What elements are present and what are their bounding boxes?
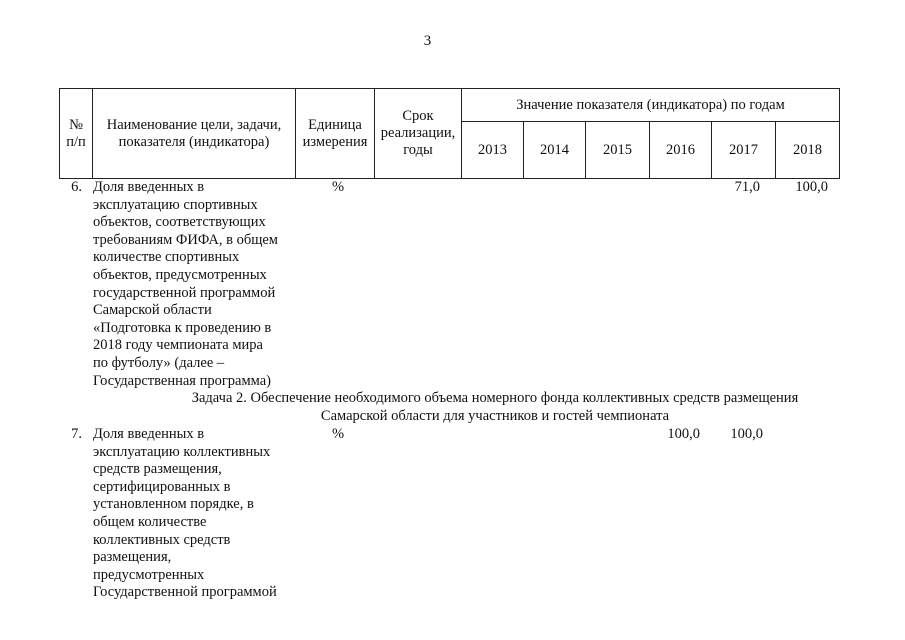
value-2016: 100,0 bbox=[667, 426, 700, 442]
row-indicator-name bbox=[93, 426, 303, 602]
header-year: 2015 bbox=[586, 122, 650, 179]
indicator-name-line: объектов, соответствующих bbox=[93, 214, 266, 231]
value-2017: 100,0 bbox=[730, 426, 763, 442]
header-name: Наименование цели, задачи, показателя (индикатора) bbox=[93, 89, 296, 179]
row-indicator-name bbox=[93, 179, 303, 390]
indicator-name-line: Доля введенных в bbox=[93, 426, 205, 442]
indicator-name-line: государственной программой bbox=[93, 284, 276, 301]
indicator-name-line: объектов, предусмотренных bbox=[93, 266, 267, 283]
page-number: 3 bbox=[423, 33, 432, 49]
indicator-name-line: Самарской области bbox=[93, 302, 212, 319]
indicator-name-line: 2018 году чемпионата мира bbox=[93, 337, 263, 354]
header-values-by-year: Значение показателя (индикатора) по годам bbox=[462, 89, 840, 122]
indicator-name-line: Доля введенных в bbox=[93, 179, 205, 195]
indicator-name-line: коллективных средств bbox=[93, 531, 231, 548]
header-number: № п/п bbox=[60, 89, 93, 179]
indicator-name-line: размещения, bbox=[93, 549, 172, 566]
row-number: 6. bbox=[71, 179, 82, 195]
indicator-name-line: средств размещения, bbox=[93, 461, 222, 478]
row-unit: % bbox=[331, 426, 345, 442]
indicator-name-line: эксплуатацию коллективных bbox=[93, 443, 271, 460]
indicator-table-header bbox=[59, 88, 840, 179]
row-unit: % bbox=[331, 179, 345, 195]
header-year: 2014 bbox=[524, 122, 586, 179]
header-year: 2016 bbox=[650, 122, 712, 179]
value-2017: 71,0 bbox=[734, 179, 760, 195]
indicator-name-line: эксплуатацию спортивных bbox=[93, 196, 258, 213]
indicator-name-line: Государственной программой bbox=[93, 584, 277, 601]
value-2018: 100,0 bbox=[795, 179, 828, 195]
header-year: 2013 bbox=[462, 122, 524, 179]
task-2-heading bbox=[100, 389, 890, 425]
indicator-name-line: количестве спортивных bbox=[93, 249, 240, 266]
indicator-name-line: установленном порядке, в bbox=[93, 496, 254, 513]
indicator-name-line: «Подготовка к проведению в bbox=[93, 319, 272, 336]
header-term: Срок реализации, годы bbox=[375, 89, 462, 179]
indicator-name-line: по футболу» (далее – bbox=[93, 354, 225, 371]
indicator-name-line: Государственная программа) bbox=[93, 372, 271, 389]
header-unit: Единица измерения bbox=[296, 89, 375, 179]
indicator-name-line: сертифицированных в bbox=[93, 478, 231, 495]
task-2-line: Самарской области для участников и гостей чемпионата bbox=[320, 408, 670, 424]
header-year: 2017 bbox=[712, 122, 776, 179]
indicator-name-line: предусмотренных bbox=[93, 566, 205, 583]
indicator-name-line: общем количестве bbox=[93, 513, 207, 530]
indicator-name-line: требованиям ФИФА, в общем bbox=[93, 231, 278, 248]
header-year: 2018 bbox=[776, 122, 840, 179]
row-number: 7. bbox=[71, 426, 82, 442]
task-2-line: Задача 2. Обеспечение необходимого объема номерного фонда коллективных средств размещения bbox=[191, 390, 799, 406]
